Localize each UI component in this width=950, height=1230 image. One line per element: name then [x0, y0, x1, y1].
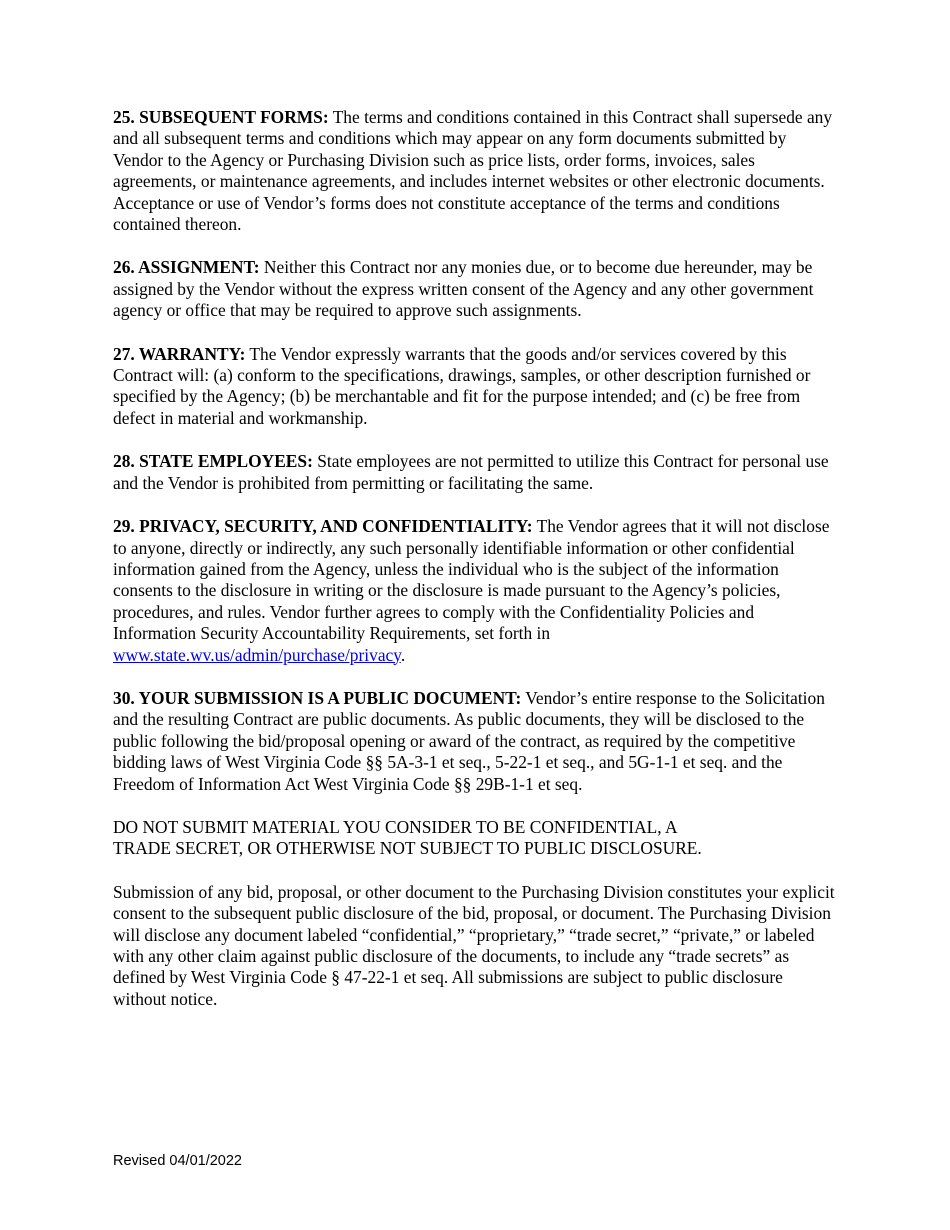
revision-footer: Revised 04/01/2022 — [113, 1153, 242, 1169]
section-27 — [113, 344, 837, 430]
section-26 — [113, 257, 837, 321]
section-heading: 30. YOUR SUBMISSION IS A PUBLIC DOCUMENT: — [113, 687, 522, 708]
confidentiality-notice — [113, 817, 837, 860]
section-heading: 29. PRIVACY, SECURITY, AND CONFIDENTIALITY: — [113, 516, 533, 537]
section-heading: 25. SUBSEQUENT FORMS: — [113, 107, 329, 127]
section-text: State employees are not permitted to utilize this Contract for personal use and the Vendor is prohibited from permitting or facilitating the same. — [113, 451, 829, 493]
section-text: The Vendor expressly warrants that the goods and/or services covered by this Contract will: (a) conform to the specifications, drawings, samples, or other description furnished or specified by the Agency; (b) be merchantable and fit for the purpose intended; and (c) be free from defect in material and workmanship. — [113, 343, 811, 428]
section-28 — [113, 451, 837, 494]
section-heading: 27. WARRANTY: — [113, 343, 246, 364]
privacy-link[interactable]: www.state.wv.us/admin/purchase/privacy — [113, 644, 401, 665]
section-text: Vendor’s entire response to the Solicitation and the resulting Contract are public documents. As public documents, they will be disclosed to the public following the bid/proposal opening or award of the contract, as required by the competitive bidding laws of West Virginia Code §§ 5A-3-1 et seq., 5-22-1 et seq., and 5G-1-1 et seq. and the Freedom of Information Act West Virginia Code §§ 29B-1-1 et seq. — [113, 687, 825, 794]
disclosure-paragraph: Submission of any bid, proposal, or other document to the Purchasing Division constitutes your explicit consent to the subsequent public disclosure of the bid, proposal, or document. The Purchasing Division will disclose any document labeled “confidential,” “proprietary,” “trade secret,” “private,” or labeled with any other claim against public disclosure of the documents, to include any “trade secrets” as defined by West Virginia Code § 47-22-1 et seq. All submissions are subject to public disclosure without notice. — [113, 881, 835, 1009]
notice-line-2: TRADE SECRET, OR OTHERWISE NOT SUBJECT TO PUBLIC DISCLOSURE. — [113, 838, 702, 859]
section-text: The terms and conditions contained in this Contract shall supersede any and all subsequent terms and conditions which may appear on any form documents submitted by Vendor to the Agency or Purchasing Division such as price lists, order forms, invoices, sales agreements, or maintenance agreements, and includes internet websites or other electronic documents. Acceptance or use of Vendor’s forms does not constitute acceptance of the terms and conditions contained thereon. — [113, 107, 833, 235]
section-text: The Vendor agrees that it will not disclose to anyone, directly or indirectly, any such personally identifiable information or other confidential information gained from the Agency, unless the individual who is the subject of the information consents to the disclosure in writing or the disclosure is made pursuant to the Agency’s policies, procedures, and rules. Vendor further agrees to comply with the Confidentiality Policies and Information Security Accountability Requirements, set forth in — [113, 516, 830, 644]
section-29 — [113, 516, 837, 666]
section-30 — [113, 688, 837, 795]
section-text: Neither this Contract nor any monies due, or to become due hereunder, may be assigned by the Vendor without the express written consent of the Agency and any other government agency or office that may be required to approve such assignments. — [113, 257, 814, 321]
section-text-end: . — [400, 644, 406, 665]
document-body — [113, 107, 837, 1032]
section-25 — [113, 107, 837, 235]
section-heading: 26. ASSIGNMENT: — [113, 257, 260, 278]
notice-line-1: DO NOT SUBMIT MATERIAL YOU CONSIDER TO BE CONFIDENTIAL, A — [113, 816, 678, 837]
section-heading: 28. STATE EMPLOYEES: — [113, 451, 313, 472]
